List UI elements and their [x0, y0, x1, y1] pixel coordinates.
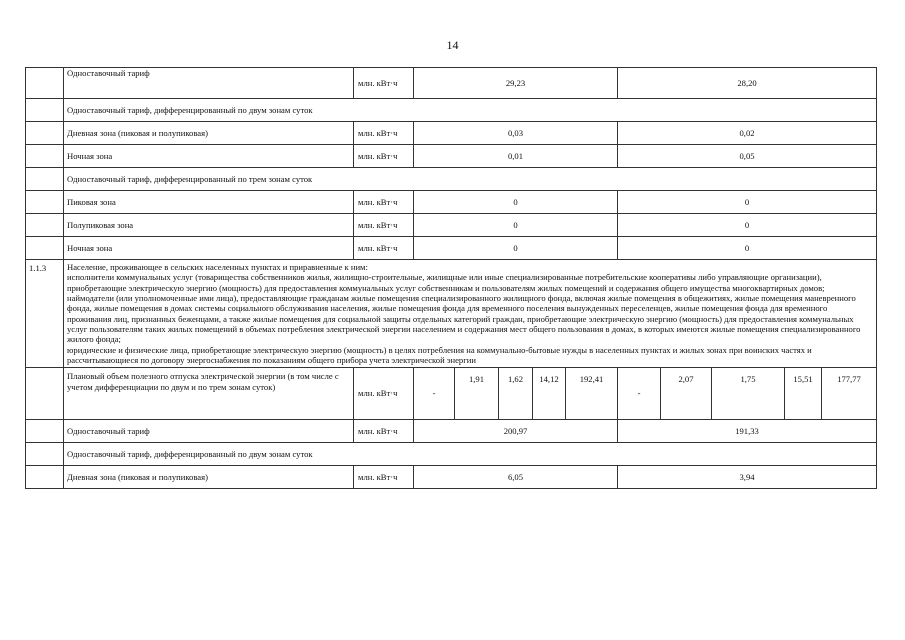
row-value: 0,01	[414, 145, 618, 168]
row-value: 0	[414, 237, 618, 260]
tariff-row	[26, 237, 877, 260]
unit-cell: млн. кВт·ч	[354, 122, 414, 145]
row-label: Дневная зона (пиковая и полупиковая)	[64, 122, 354, 145]
tariff-row	[26, 420, 877, 443]
row-value: 3,94	[618, 466, 877, 489]
subheader-row	[26, 168, 877, 191]
row-label: Одноставочный тариф	[64, 420, 354, 443]
plan-value: 15,51	[785, 368, 822, 420]
unit-cell: млн. кВт·ч	[354, 191, 414, 214]
subheader-row	[26, 99, 877, 122]
tariff-row	[26, 466, 877, 489]
unit-cell: млн. кВт·ч	[354, 145, 414, 168]
row-value: 200,97	[414, 420, 618, 443]
section-description: Население, проживающее в сельских населенных пунктах и приравненные к ним: исполнители коммунальных услуг (товарищества собственников жилья, жилищно-строительные, жилищные или иные специализированные потребительские кооперативы либо управляющие организации), приобретающие электрическую энергию (мощность) для предоставления коммунальных услуг собственникам и пользователям жилых помещений и содержания общего имущества многоквартирных домов; наймодатели (или уполномоченные ими лица), предоставляющие гражданам жилые помещения специализированного жилищного фонда, включая жилые помещения в общежитиях, жилые помещения маневренного фонда, жилые помещения в домах системы социального обслуживания населения, жилые помещения фонда для временного поселения вынужденных переселенцев, жилые помещения фонда для временного проживания лиц, признанных беженцами, а также жилые помещения для социальной защиты отдельных категорий граждан, приобретающие электрическую энергию (мощность) для предоставления коммунальных услуг пользователям таких жилых помещений в объемах потребления электрической энергии населением и содержания мест общего пользования в домах, в которых имеются жилые помещения специализированного жилого фонда; юридические и физические лица, приобретающие электрическую энергию (мощность) в целях потребления на коммунально-бытовые нужды в населенных пунктах и жилых зонах при воинских частях и рассчитывающиеся по договору энергоснабжения по показаниям общего прибора учета электрической энергии	[64, 260, 877, 368]
tariff-row	[26, 122, 877, 145]
unit-cell: млн. кВт·ч	[354, 420, 414, 443]
unit-cell: млн. кВт·ч	[354, 466, 414, 489]
plan-value: 1,62	[499, 368, 533, 420]
row-value: 0,05	[618, 145, 877, 168]
row-value: 0	[618, 214, 877, 237]
row-label: Ночная зона	[64, 237, 354, 260]
unit-cell: млн. кВт·ч	[354, 68, 414, 99]
row-label: Одноставочный тариф	[64, 68, 354, 99]
row-value: 0,02	[618, 122, 877, 145]
row-value: 0,03	[414, 122, 618, 145]
unit-cell: млн. кВт·ч	[354, 368, 414, 420]
row-value: 0	[414, 214, 618, 237]
tariff-row	[26, 145, 877, 168]
row-value: 0	[618, 191, 877, 214]
plan-row	[26, 368, 877, 420]
row-label: Полупиковая зона	[64, 214, 354, 237]
row-label: Ночная зона	[64, 145, 354, 168]
plan-label: Плановый объем полезного отпуска электрической энергии (в том числе с учетом дифференциации по двум и по трем зонам суток)	[64, 368, 354, 420]
row-label: Дневная зона (пиковая и полупиковая)	[64, 466, 354, 489]
tariff-table	[25, 67, 877, 489]
row-label: Пиковая зона	[64, 191, 354, 214]
subheader-label: Одноставочный тариф, дифференцированный по двум зонам суток	[64, 443, 877, 466]
row-value: 28,20	[618, 68, 877, 99]
plan-value: 2,07	[661, 368, 712, 420]
subheader-label: Одноставочный тариф, дифференцированный по трем зонам суток	[64, 168, 877, 191]
subheader-label: Одноставочный тариф, дифференцированный по двум зонам суток	[64, 99, 877, 122]
tariff-row	[26, 191, 877, 214]
plan-value: 14,12	[533, 368, 566, 420]
row-value: 6,05	[414, 466, 618, 489]
plan-value: 177,77	[822, 368, 877, 420]
unit-cell: млн. кВт·ч	[354, 237, 414, 260]
subheader-row	[26, 443, 877, 466]
row-value: 0	[618, 237, 877, 260]
tariff-row	[26, 214, 877, 237]
row-value: 29,23	[414, 68, 618, 99]
plan-value: 192,41	[566, 368, 618, 420]
row-value: 0	[414, 191, 618, 214]
row-value: 191,33	[618, 420, 877, 443]
section-index: 1.1.3	[26, 260, 64, 368]
unit-cell: млн. кВт·ч	[354, 214, 414, 237]
plan-value: 1,91	[455, 368, 499, 420]
plan-value: 1,75	[712, 368, 785, 420]
tariff-row	[26, 68, 877, 99]
page-number: 14	[446, 38, 459, 52]
plan-value: -	[414, 368, 455, 420]
plan-value: -	[618, 368, 661, 420]
section-row	[26, 260, 877, 368]
